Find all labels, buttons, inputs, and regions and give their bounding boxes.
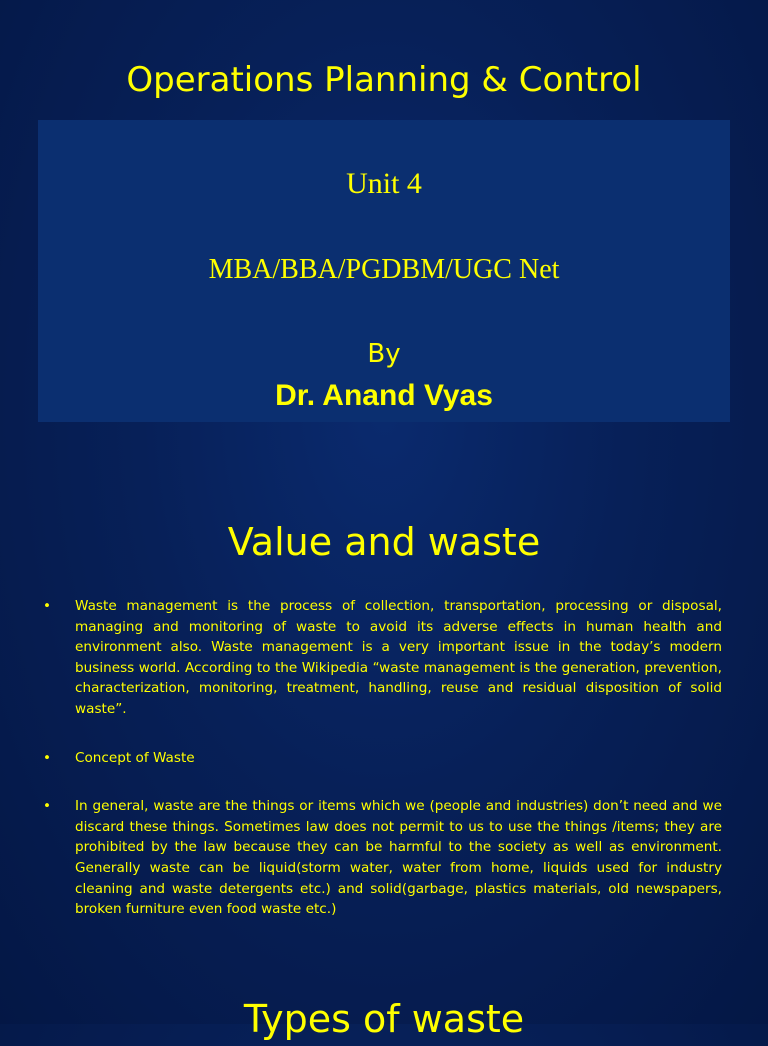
bullet-dot-icon: • bbox=[43, 749, 52, 766]
slide-title: Operations Planning & Control bbox=[126, 60, 642, 100]
bullet-text: In general, waste are the things or items which we (people and industries) don’t need and we discard these things. Sometimes law does not permit to us to use the things /items; they are prohibited by the law because they can be harmful to the society as well as environment. Generally waste can be liquid(storm water, water from home, liquids used for industry cleaning and waste detergents etc.) and solid(garbage, plastics materials, old newspapers, broken furniture even food waste etc.) bbox=[75, 798, 722, 918]
by-label: By bbox=[367, 339, 401, 369]
courses-label: MBA/BBA/PGDBM/UGC Net bbox=[208, 254, 560, 285]
section-title-value-and-waste: Value and waste bbox=[227, 520, 541, 564]
title-slide bbox=[0, 0, 768, 470]
bullet-item bbox=[40, 748, 722, 769]
bullet-item bbox=[40, 796, 722, 920]
bullet-text: Waste management is the process of collection, transportation, processing or disposal, managing and monitoring of waste to avoid its adverse effects in human health and environment also. Waste management is a very important issue in the today’s modern business world. According to the Wikipedia “waste management is the generation, prevention, characterization, monitoring, treatment, handling, reuse and residual disposition of solid waste”. bbox=[75, 598, 722, 717]
bullet-text: Concept of Waste bbox=[75, 749, 195, 766]
bullet-list bbox=[40, 596, 722, 948]
bullet-item bbox=[40, 596, 722, 720]
author-name: Dr. Anand Vyas bbox=[275, 379, 493, 412]
bullet-dot-icon: • bbox=[43, 598, 52, 614]
unit-label: Unit 4 bbox=[346, 167, 422, 200]
section-title-types-of-waste: Types of waste bbox=[243, 997, 525, 1041]
bullet-dot-icon: • bbox=[43, 798, 52, 815]
